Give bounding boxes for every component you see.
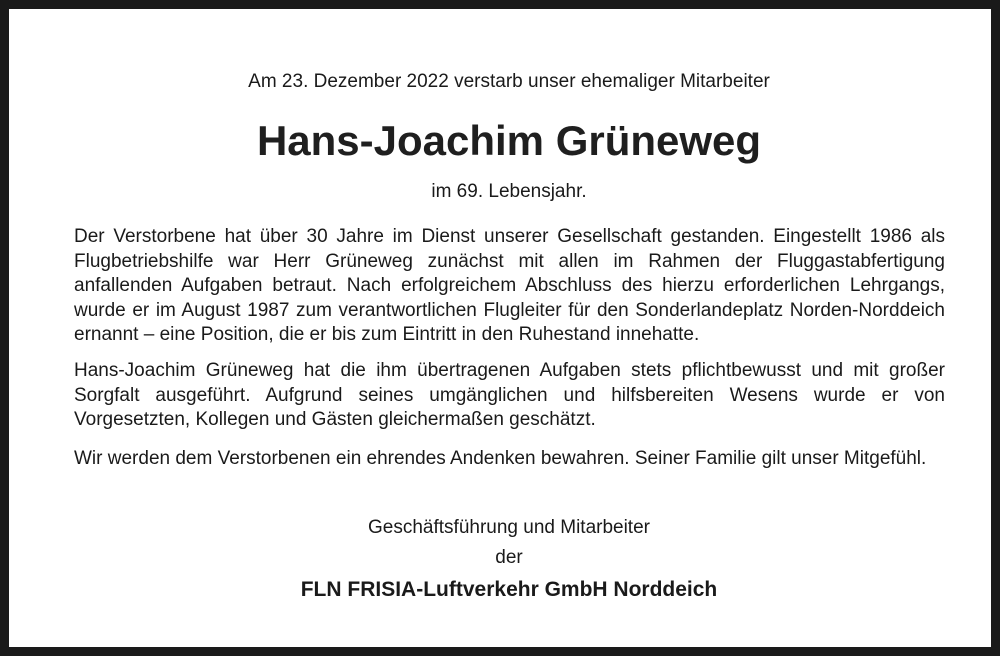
signature-connector: der: [495, 547, 523, 568]
company-name: FLN FRISIA-Luftverkehr GmbH Norddeich: [300, 578, 718, 601]
paragraph-remembrance: Wir werden dem Verstorbenen ein ehrendes Andenken bewahren. Seiner Familie gilt unser Mitgefühl.: [74, 448, 927, 469]
deceased-name: Hans-Joachim Grüneweg: [256, 117, 762, 164]
age-line: im 69. Lebensjahr.: [431, 181, 587, 202]
signature-line: Geschäftsführung und Mitarbeiter: [368, 517, 650, 538]
paragraph-career: Der Verstorbene hat über 30 Jahre im Dienst unserer Gesellschaft gestanden. Eingestellt 1986 als Flugbetriebshilfe war Herr Grüneweg zunächst mit allen im Rahmen der Fluggastabfertigung anfallenden Aufgaben betraut. Nach erfolgreichem Abschluss des hierzu erforderlichen Lehrgangs, wurde er im August 1987 zum verantwortlichen Flugleiter für den Sonderlandeplatz Norden-Norddeich ernannt – eine Position, die er bis zum Eintritt in den Ruhestand innehatte.: [74, 226, 945, 345]
intro-line: Am 23. Dezember 2022 verstarb unser ehemaliger Mitarbeiter: [248, 71, 770, 92]
paragraph-tribute: Hans-Joachim Grüneweg hat die ihm übertragenen Aufgaben stets pflichtbewusst und mit großer Sorgfalt ausgeführt. Aufgrund seines umgänglichen und hilfsbereiten Wesens wurde er von Vorgesetzten, Kollegen und Gästen gleichermaßen geschätzt.: [74, 360, 945, 430]
